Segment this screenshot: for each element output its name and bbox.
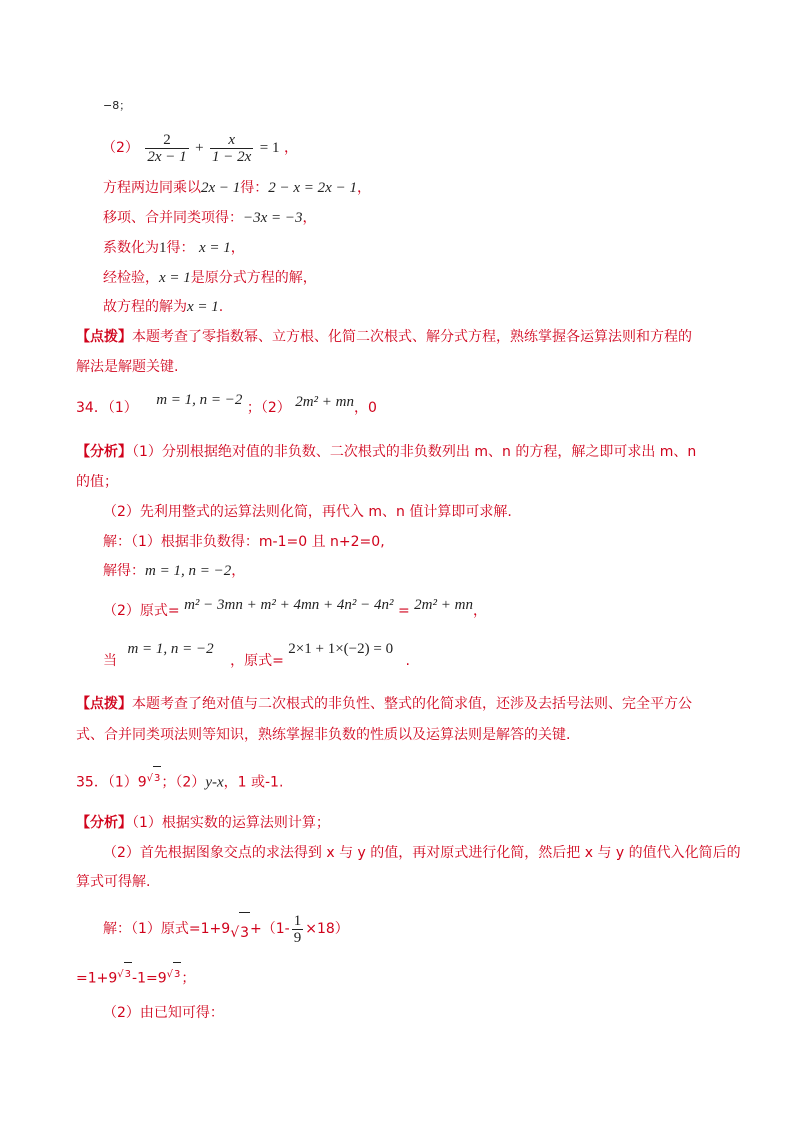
dianbo-tag: 【点拨】 (76, 696, 132, 712)
punct: ， (356, 180, 371, 196)
dianbo-34-line2 (76, 725, 570, 745)
step-4 (103, 268, 317, 288)
solution-text: 解：（1）根据非负数得：m-1=0 且 n+2=0, (103, 534, 385, 550)
solution-35-b (76, 962, 195, 991)
solution-math: m = 1, n = −2 (127, 641, 214, 657)
dianbo-text: 本题考查了零指数幂、立方根、化简二次根式、解分式方程，熟练掌握各运算法则和方程的 (132, 329, 692, 345)
solution-text: 解：（1）原式=1+9 (103, 921, 231, 937)
solution-math: 2×1 + 1×(−2) = 0 (288, 641, 394, 657)
solution-text: +（1- (250, 921, 290, 937)
radical-sup: √3 (147, 773, 162, 784)
fenxi-text: （1）根据实数的运算法则计算； (132, 815, 330, 831)
answer-math: m = 1, n = −2 (156, 392, 243, 408)
step-math: x = 1 (198, 240, 231, 256)
step-2 (103, 208, 317, 228)
fraction-numerator: x (210, 132, 253, 149)
radical-sup: √3 (117, 969, 132, 980)
question-number: 35．（1）9 (76, 774, 147, 791)
solution-34-b (103, 561, 245, 581)
punct: ； (181, 970, 196, 987)
solution-math: m = 1, n = −2 (145, 563, 232, 579)
step-text: 得： (166, 240, 195, 256)
solution-math: 2m² + mn (414, 597, 473, 613)
fraction-denominator: 9 (293, 929, 302, 946)
equation-rhs: = 1 (259, 140, 280, 156)
solution-text: 解得： (103, 563, 145, 579)
solution-text: （2）由已知可得： (103, 1005, 224, 1021)
step-math: −3x = −3 (243, 210, 303, 226)
radicand: 3 (173, 962, 181, 987)
equation-p2 (102, 128, 298, 168)
step-text: 是原分式方程的解， (190, 270, 317, 286)
radicand: 3 (153, 766, 161, 791)
fenxi-text: （2）先利用整式的运算法则化简，再代入 m、n 值计算即可求解. (103, 504, 512, 520)
step-5 (103, 297, 223, 317)
fraction-denominator: 1 − 2x (212, 148, 252, 165)
fenxi-35-line2 (103, 843, 741, 863)
plus-sign: + (195, 140, 204, 156)
dianbo-1-line2 (76, 357, 178, 377)
fenxi-text: （1）分别根据绝对值的非负数、二次根式的非负数列出 m、n 的方程，解之即可求出 m、n (132, 444, 697, 460)
punct: ， (230, 240, 245, 256)
solution-text: -1=9 (132, 970, 167, 987)
solution-text: ，原式= (230, 653, 284, 669)
punct: ， (283, 140, 298, 156)
fraction-numerator: 2 (145, 132, 188, 149)
solution-35-c (103, 1003, 224, 1023)
fenxi-34-line2 (76, 472, 118, 492)
step-math: x = 1 (159, 270, 191, 286)
fraction (292, 913, 304, 946)
step-math: 1 (159, 240, 167, 256)
solution-text: =1+9 (76, 970, 118, 987)
fraction-numerator: 1 (293, 912, 302, 929)
fenxi-tag: 【分析】 (76, 444, 132, 460)
fenxi-text: （2）首先根据图象交点的求法得到 x 与 y 的值，再对原式进行化简，然后把 x 与 y 的值代入化简后的 (103, 845, 741, 861)
part-label: （2） (102, 140, 139, 156)
step-1 (103, 178, 371, 198)
radical-sup: √3 (167, 969, 182, 980)
fenxi-text: 的值； (76, 474, 118, 490)
punct: . (405, 653, 410, 669)
step-text: 系数化为 (103, 240, 159, 256)
answer-tail: ，0 (354, 400, 377, 416)
answer-math: 2m² + mn (295, 394, 355, 410)
step-text: 方程两边同乘以 (103, 180, 201, 196)
equals-sign: = (397, 603, 410, 619)
step-math: 2x − 1 (201, 180, 241, 196)
punct: ， (472, 603, 487, 619)
dianbo-text: 式、合并同类项法则等知识，熟练掌握非负数的性质以及运算法则是解答的关键. (76, 727, 571, 743)
solution-34-d (103, 641, 410, 674)
solution-35-a (103, 908, 349, 949)
fenxi-text: 算式可得解. (76, 874, 151, 890)
question-34-answer (76, 392, 377, 420)
separator: ；（2） (246, 400, 291, 416)
step-text: 得： (240, 180, 269, 196)
question-35-answer (76, 766, 283, 795)
dianbo-34-line1 (76, 694, 692, 714)
fragment-text: −8； (103, 99, 131, 112)
solution-34-a (103, 532, 385, 552)
solution-34-c (103, 598, 487, 624)
fenxi-35-line3 (76, 872, 150, 892)
punct: . (218, 299, 224, 315)
fraction-2 (210, 132, 253, 165)
question-number: 34．（1） (76, 400, 138, 416)
dianbo-1-line1 (76, 327, 692, 347)
answer-tail: ，1 或-1. (223, 774, 284, 791)
solution-text: 当 (103, 653, 117, 669)
punct: ， (302, 210, 317, 226)
fenxi-35-line1 (76, 813, 330, 833)
radicand: 3 (239, 912, 250, 953)
fraction-denominator: 2x − 1 (147, 148, 187, 165)
fenxi-34-line1 (76, 442, 696, 462)
step-text: 经检验， (103, 270, 159, 286)
dianbo-text: 解法是解题关键. (76, 359, 179, 375)
step-text: 移项、合并同类项得： (103, 210, 243, 226)
step-math: x = 1 (187, 299, 219, 315)
radicand: 3 (124, 962, 132, 987)
separator: ；（2） (161, 774, 206, 791)
step-3 (103, 238, 245, 258)
dianbo-tag: 【点拨】 (76, 329, 132, 345)
step-math: 2 − x = 2x − 1 (268, 180, 357, 196)
fenxi-tag: 【分析】 (76, 815, 132, 831)
fenxi-34-line3 (103, 502, 512, 522)
dianbo-text: 本题考查了绝对值与二次根式的非负性、整式的化简求值，还涉及去括号法则、完全平方公 (132, 696, 692, 712)
top-fragment (103, 96, 130, 116)
solution-math: m² − 3mn + m² + 4mn + 4n² − 4n² (184, 597, 394, 613)
radical: √3 (230, 925, 250, 941)
answer-math: y-x (205, 774, 224, 791)
fraction-1 (145, 132, 188, 165)
solution-text: ×18） (305, 921, 349, 937)
punct: ， (231, 563, 246, 579)
step-text: 故方程的解为 (103, 299, 187, 315)
solution-text: （2）原式= (103, 603, 180, 619)
